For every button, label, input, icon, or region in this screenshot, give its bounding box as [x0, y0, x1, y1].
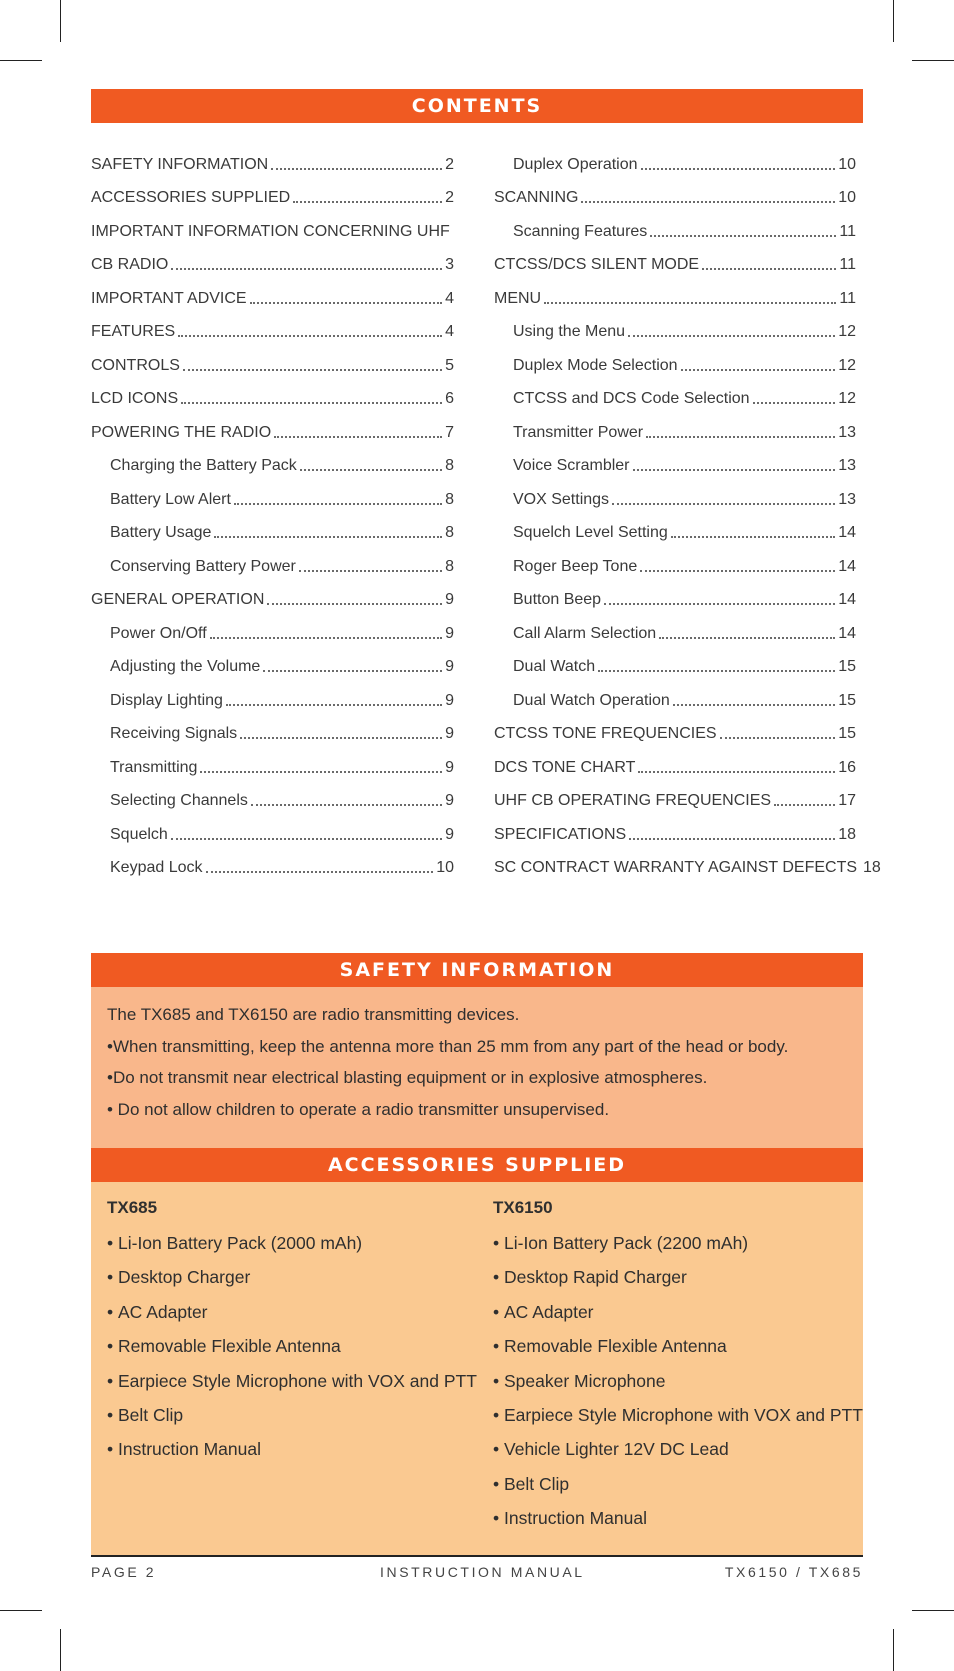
- toc-entry-title: CONTROLS: [91, 356, 180, 374]
- accessories-tx6150-heading: TX6150: [493, 1198, 553, 1217]
- toc-entry: [494, 207, 856, 241]
- toc-entry-page: 9: [445, 758, 454, 776]
- accessory-item: • Belt Clip: [493, 1469, 853, 1503]
- toc-dot-leader: [300, 451, 442, 471]
- safety-line: •When transmitting, keep the antenna more than 25 mm from any part of the head or body.: [107, 1036, 789, 1056]
- toc-entry-title: Power On/Off: [110, 624, 207, 642]
- toc-entry-page: 7: [445, 423, 454, 441]
- toc-entry-page: 5: [445, 356, 454, 374]
- toc-entry: [91, 710, 454, 744]
- toc-entry-title: Voice Scrambler: [513, 457, 630, 474]
- toc-entry-title: Squelch: [110, 825, 168, 843]
- toc-entry-page: 15: [838, 691, 856, 709]
- accessories-tx685-column: [107, 1196, 487, 1469]
- toc-dot-leader: [629, 820, 835, 840]
- accessory-item: • Removable Flexible Antenna: [107, 1331, 487, 1365]
- toc-entry-title: Call Alarm Selection: [513, 624, 657, 642]
- toc-dot-leader: [171, 820, 442, 840]
- toc-entry-title: SCANNING: [494, 189, 579, 206]
- toc-dot-leader: [274, 418, 442, 438]
- toc-entry: [494, 576, 856, 610]
- crop-mark: [912, 1610, 954, 1611]
- toc-entry-page: 10: [838, 189, 856, 206]
- toc-entry-title: POWERING THE RADIO: [91, 423, 272, 441]
- toc-entry: [494, 174, 856, 208]
- toc-entry: [91, 777, 454, 811]
- toc-entry-title: LCD ICONS: [91, 390, 179, 407]
- toc-entry: [91, 509, 454, 543]
- crop-mark: [893, 1629, 894, 1671]
- toc-entry: [91, 810, 454, 844]
- toc-entry-title: CB RADIO: [91, 256, 169, 273]
- toc-entry: [494, 542, 856, 576]
- crop-mark: [0, 60, 42, 61]
- toc-entry: [91, 207, 454, 241]
- toc-entry-page: 9: [445, 792, 454, 809]
- toc-dot-leader: [240, 719, 442, 739]
- toc-entry-page: 8: [445, 557, 454, 575]
- toc-dot-leader: [720, 719, 836, 739]
- toc-dot-leader: [178, 317, 442, 337]
- toc-entry-title: Transmitting: [110, 758, 198, 776]
- toc-entry: [494, 241, 856, 275]
- toc-entry-title: Dual Watch: [513, 658, 596, 675]
- toc-entry-page: 12: [838, 356, 856, 374]
- crop-mark: [893, 0, 894, 42]
- toc-entry: [91, 542, 454, 576]
- toc-dot-leader: [646, 418, 835, 438]
- toc-dot-leader: [753, 384, 836, 404]
- toc-entry-title: IMPORTANT INFORMATION CONCERNING UHF: [91, 222, 450, 240]
- toc-entry-page: 6: [445, 390, 454, 407]
- toc-dot-leader: [206, 853, 434, 873]
- crop-mark: [912, 60, 954, 61]
- toc-entry: [91, 576, 454, 610]
- toc-entry-title: SC CONTRACT WARRANTY AGAINST DEFECTS: [494, 859, 858, 876]
- toc-dot-leader: [293, 183, 442, 203]
- toc-dot-leader: [181, 384, 442, 404]
- contents-heading: CONTENTS: [91, 89, 863, 123]
- toc-dot-leader: [544, 284, 836, 304]
- toc-entry: [494, 609, 856, 643]
- crop-mark: [60, 0, 61, 42]
- toc-entry: [91, 174, 454, 208]
- toc-entry-title: Display Lighting: [110, 691, 223, 709]
- accessory-item: • Li-Ion Battery Pack (2200 mAh): [493, 1228, 853, 1262]
- toc-entry-title: SAFETY INFORMATION: [91, 155, 269, 173]
- accessory-item: • Li-Ion Battery Pack (2000 mAh): [107, 1228, 487, 1262]
- toc-dot-leader: [612, 485, 835, 505]
- accessory-item: • Belt Clip: [107, 1400, 487, 1434]
- toc-dot-leader: [581, 183, 835, 203]
- toc-entry: [91, 844, 454, 878]
- toc-entry: [91, 676, 454, 710]
- toc-entry-title: CTCSS TONE FREQUENCIES: [494, 725, 717, 742]
- toc-entry-page: 9: [445, 825, 454, 843]
- toc-entry-page: 13: [838, 457, 856, 474]
- toc-dot-leader: [640, 552, 835, 572]
- toc-entry: [494, 810, 856, 844]
- accessories-tx6150-column: [493, 1196, 863, 1538]
- footer-manual-title: INSTRUCTION MANUAL: [380, 1564, 585, 1580]
- toc-dot-leader: [226, 686, 442, 706]
- toc-entry: [494, 643, 856, 677]
- toc-dot-leader: [604, 585, 835, 605]
- toc-entry-title: DCS TONE CHART: [494, 758, 636, 776]
- toc-entry-page: 14: [838, 557, 856, 575]
- accessories-tx685-heading: TX685: [107, 1198, 158, 1217]
- toc-entry-title: VOX Settings: [513, 490, 610, 508]
- toc-entry-page: 10: [436, 859, 454, 876]
- toc-entry: [494, 509, 856, 543]
- toc-entry-page: 14: [838, 624, 856, 642]
- toc-entry-title: Using the Menu: [513, 323, 626, 340]
- toc-entry-title: CTCSS and DCS Code Selection: [513, 390, 750, 407]
- toc-entry-page: 4: [445, 289, 454, 307]
- toc-entry-page: 8: [445, 490, 454, 508]
- toc-dot-leader: [628, 317, 835, 337]
- accessory-item: • Desktop Charger: [107, 1262, 487, 1296]
- toc-entry: [494, 743, 856, 777]
- toc-entry: [91, 241, 454, 275]
- toc-entry-page: 12: [838, 323, 856, 340]
- toc-entry-title: ACCESSORIES SUPPLIED: [91, 189, 291, 206]
- accessories-tx685-list: [107, 1228, 487, 1469]
- accessory-item: • Removable Flexible Antenna: [493, 1331, 853, 1365]
- toc-entry-page: 8: [445, 524, 454, 541]
- toc-entry: [91, 442, 454, 476]
- accessory-item: • Earpiece Style Microphone with VOX and PTT: [107, 1366, 487, 1400]
- accessories-tx6150-list: [493, 1228, 863, 1538]
- toc-entry-page: 11: [839, 256, 856, 273]
- toc-entry-page: 15: [838, 658, 856, 675]
- crop-mark: [60, 1629, 61, 1671]
- toc-entry-title: Keypad Lock: [110, 859, 203, 876]
- toc-dot-leader: [200, 753, 442, 773]
- toc-entry: [494, 140, 856, 174]
- toc-entry-page: 13: [838, 423, 856, 441]
- toc-entry-title: Adjusting the Volume: [110, 658, 261, 675]
- toc-entry-page: 12: [838, 390, 856, 407]
- toc-dot-leader: [271, 150, 442, 170]
- safety-box: [91, 987, 863, 1148]
- safety-line: • Do not allow children to operate a radio transmitter unsupervised.: [107, 1099, 610, 1119]
- toc-entry: [91, 140, 454, 174]
- toc-entry-title: Selecting Channels: [110, 792, 248, 809]
- toc-entry-title: Dual Watch Operation: [513, 691, 670, 709]
- toc-entry-title: IMPORTANT ADVICE: [91, 289, 247, 307]
- toc-dot-leader: [681, 351, 836, 371]
- toc-entry-page: 14: [838, 524, 856, 541]
- toc-entry-page: 9: [445, 691, 454, 709]
- toc-entry-title: SPECIFICATIONS: [494, 825, 627, 843]
- accessory-item: • Vehicle Lighter 12V DC Lead: [493, 1434, 853, 1468]
- toc-dot-leader: [251, 786, 442, 806]
- toc-entry-page: 3: [445, 256, 454, 273]
- accessory-item: • Instruction Manual: [493, 1503, 853, 1537]
- toc-entry-title: Conserving Battery Power: [110, 557, 296, 575]
- footer-model-names: TX6150 / TX685: [724, 1564, 863, 1580]
- crop-mark: [0, 1610, 42, 1611]
- toc-entry: [91, 609, 454, 643]
- toc-entry: [91, 274, 454, 308]
- toc-entry-title: Duplex Operation: [513, 155, 638, 173]
- toc-dot-leader: [659, 619, 835, 639]
- toc-dot-leader: [299, 552, 442, 572]
- toc-entry-page: 14: [838, 591, 856, 608]
- toc-entry-title: Receiving Signals: [110, 725, 238, 742]
- toc-dot-leader: [671, 518, 835, 538]
- toc-dot-leader: [250, 284, 443, 304]
- safety-line: The TX685 and TX6150 are radio transmitting devices.: [107, 1005, 520, 1024]
- toc-entry-title: Charging the Battery Pack: [110, 457, 297, 474]
- toc-dot-leader: [234, 485, 442, 505]
- toc-dot-leader: [210, 619, 442, 639]
- toc-entry-page: 18: [838, 825, 856, 843]
- toc-entry: [494, 475, 856, 509]
- toc-entry-title: Squelch Level Setting: [513, 524, 668, 541]
- toc-right-column: [494, 140, 881, 877]
- toc-entry: [494, 676, 856, 710]
- safety-line: •Do not transmit near electrical blasting equipment or in explosive atmospheres.: [107, 1068, 708, 1087]
- toc-entry: [91, 341, 454, 375]
- toc-entry-page: 2: [445, 155, 454, 173]
- toc-entry: [494, 844, 881, 878]
- toc-entry-title: GENERAL OPERATION: [91, 591, 265, 608]
- toc-entry-page: 11: [839, 289, 856, 307]
- toc-entry-title: Scanning Features: [513, 222, 648, 240]
- toc-entry: [91, 375, 454, 409]
- toc-dot-leader: [633, 451, 836, 471]
- toc-dot-leader: [171, 250, 442, 270]
- toc-entry-title: Battery Usage: [110, 524, 212, 541]
- toc-entry-title: Duplex Mode Selection: [513, 356, 678, 374]
- toc-entry-page: 9: [445, 725, 454, 742]
- toc-entry: [494, 375, 856, 409]
- toc-entry-title: MENU: [494, 289, 542, 307]
- toc-entry-title: Battery Low Alert: [110, 490, 231, 508]
- toc-dot-leader: [650, 217, 836, 237]
- toc-entry-page: 9: [445, 591, 454, 608]
- toc-dot-leader: [774, 786, 835, 806]
- safety-heading: SAFETY INFORMATION: [91, 953, 863, 987]
- toc-entry-title: Button Beep: [513, 591, 602, 608]
- toc-entry-page: 13: [838, 490, 856, 508]
- footer-rule: [91, 1555, 863, 1557]
- toc-entry-page: 17: [838, 792, 856, 809]
- toc-entry-title: Transmitter Power: [513, 423, 644, 441]
- toc-entry-title: Roger Beep Tone: [513, 557, 638, 575]
- accessory-item: • AC Adapter: [493, 1297, 853, 1331]
- toc-entry: [494, 442, 856, 476]
- toc-dot-leader: [598, 652, 835, 672]
- toc-entry: [494, 308, 856, 342]
- toc-entry: [494, 408, 856, 442]
- toc-entry: [91, 743, 454, 777]
- accessories-box: [91, 1182, 863, 1555]
- footer-page-number: PAGE 2: [91, 1564, 157, 1580]
- accessories-heading: ACCESSORIES SUPPLIED: [91, 1148, 863, 1182]
- accessory-item: • Earpiece Style Microphone with VOX and PTT: [493, 1400, 853, 1434]
- toc-dot-leader: [638, 753, 835, 773]
- accessory-item: • AC Adapter: [107, 1297, 487, 1331]
- toc-entry-title: FEATURES: [91, 323, 176, 340]
- accessory-item: • Desktop Rapid Charger: [493, 1262, 853, 1296]
- toc-entry-page: 2: [445, 189, 454, 206]
- toc-dot-leader: [267, 585, 442, 605]
- toc-entry: [91, 643, 454, 677]
- accessory-item: • Instruction Manual: [107, 1434, 487, 1468]
- toc-dot-leader: [183, 351, 442, 371]
- toc-entry: [91, 408, 454, 442]
- toc-entry: [494, 710, 856, 744]
- toc-entry-page: 16: [838, 758, 856, 776]
- toc-entry-page: 4: [445, 323, 454, 340]
- toc-entry-page: 8: [445, 457, 454, 474]
- toc-entry: [91, 475, 454, 509]
- toc-entry-page: 10: [838, 155, 856, 173]
- toc-entry: [494, 341, 856, 375]
- toc-entry: [494, 274, 856, 308]
- toc-dot-leader: [263, 652, 442, 672]
- toc-entry: [91, 308, 454, 342]
- accessory-item: • Speaker Microphone: [493, 1366, 853, 1400]
- toc-entry: [494, 777, 856, 811]
- toc-entry-title: CTCSS/DCS SILENT MODE: [494, 256, 700, 273]
- toc-dot-leader: [214, 518, 442, 538]
- toc-entry-page: 9: [445, 658, 454, 675]
- toc-entry-page: 9: [445, 624, 454, 642]
- toc-left-column: [91, 140, 454, 877]
- toc-entry-title: UHF CB OPERATING FREQUENCIES: [494, 792, 772, 809]
- toc-dot-leader: [673, 686, 835, 706]
- toc-dot-leader: [641, 150, 836, 170]
- toc-dot-leader: [702, 250, 836, 270]
- toc-entry-page: 11: [839, 222, 856, 240]
- toc-entry-page: 15: [838, 725, 856, 742]
- toc-entry-page: 18: [863, 859, 881, 876]
